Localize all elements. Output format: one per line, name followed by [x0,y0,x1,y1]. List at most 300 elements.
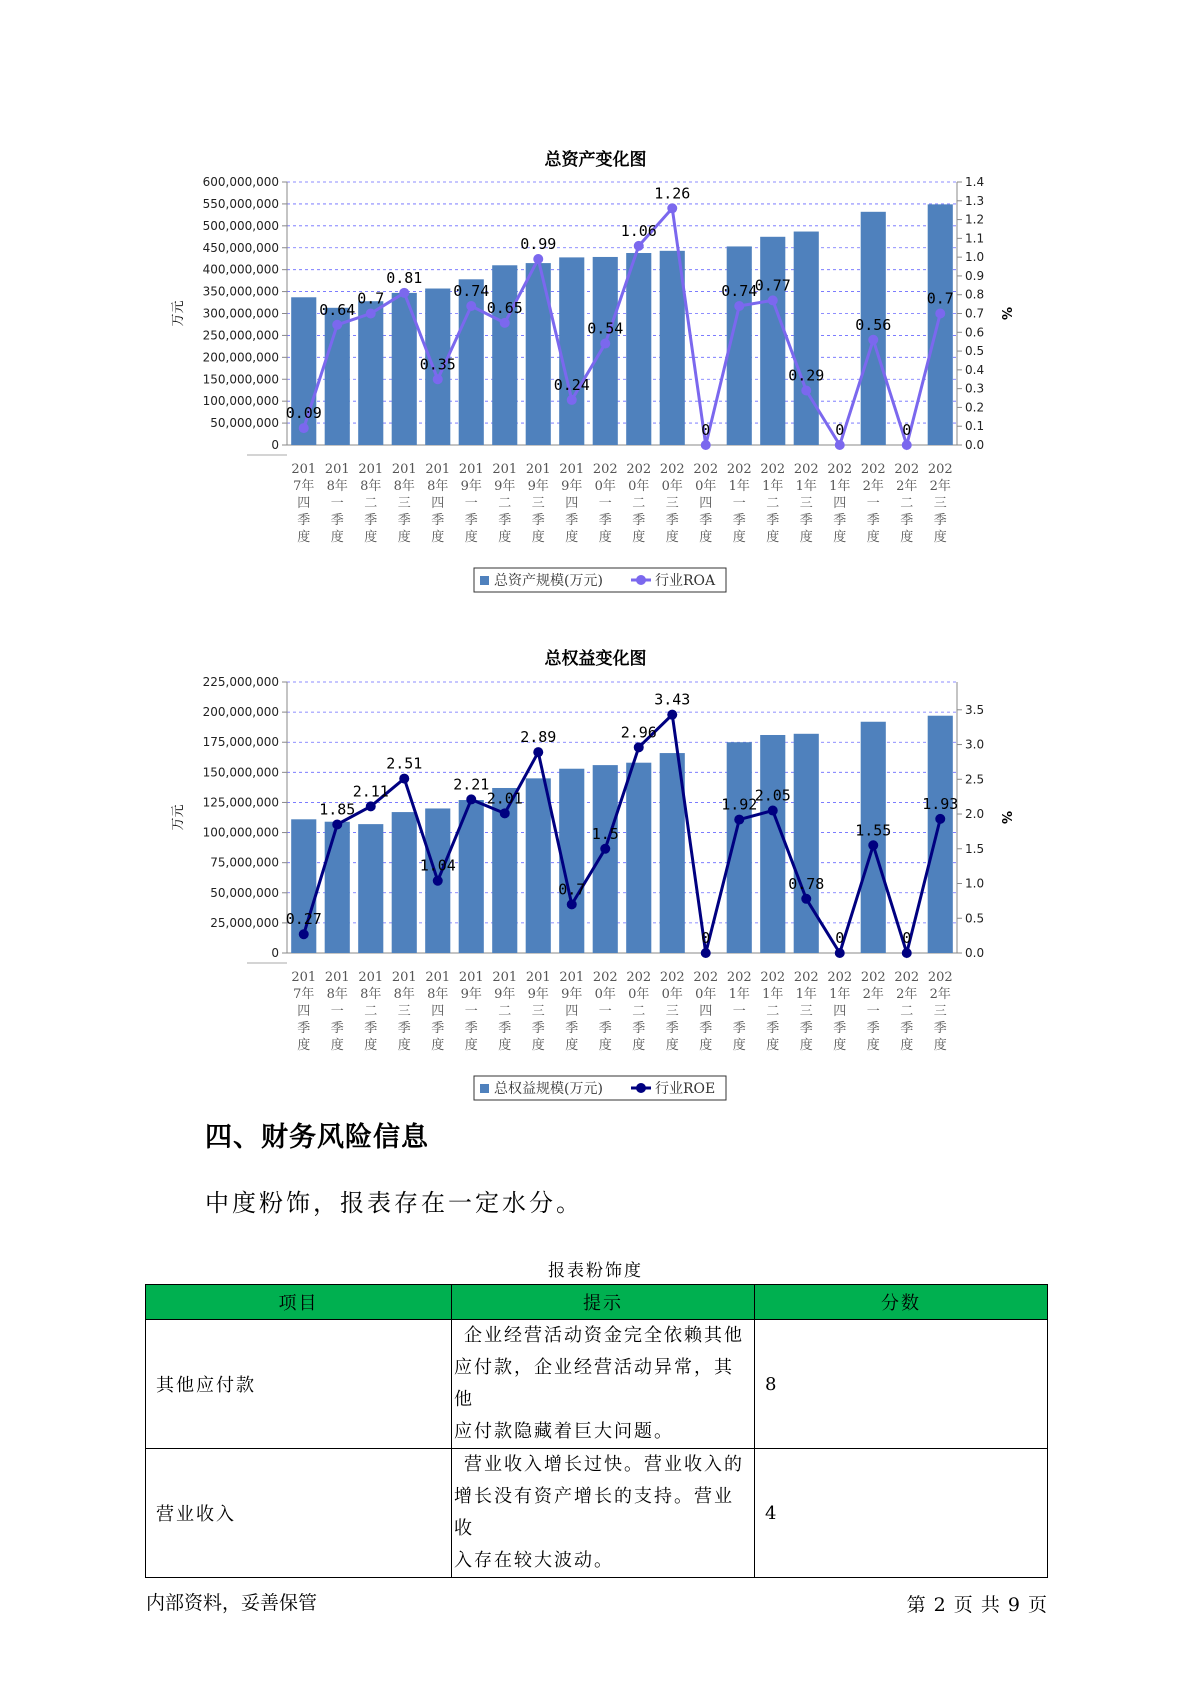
x-tick-label: 季 [565,1021,579,1036]
x-tick-label: 三 [665,496,679,511]
x-tick-label: 二 [632,496,646,511]
chart-title-equity: 总权益变化图 [544,649,647,669]
x-tick-label: 8年 [326,987,348,1002]
bar [526,778,551,953]
legend [474,568,726,592]
x-tick-label: 度 [498,530,512,545]
x-tick-label: 0年 [628,479,650,494]
line-point [634,241,644,251]
x-tick-label: 0年 [695,479,717,494]
legend-bar-label: 总权益规模(万元) [494,1081,603,1097]
x-tick-label: 季 [933,513,947,528]
hint-line: 应付款，企业经营活动异常，其他 [454,1357,734,1410]
x-tick-label: 三 [665,1004,679,1019]
y-tick-label: 0 [271,946,279,960]
y-tick-label: 250,000,000 [202,328,279,343]
x-tick-label: 8年 [360,479,382,494]
x-tick-label: 8年 [360,987,382,1002]
section-heading: 四、财务风险信息 [205,1122,429,1153]
x-tick-label: 202 [693,462,719,477]
y2-tick-label: 0.3 [965,381,985,396]
x-tick-label: 季 [866,1021,880,1036]
y2-tick-label: 0.6 [965,325,985,340]
line-point [734,301,744,311]
x-tick-label: 201 [358,970,384,985]
y-tick-label: 50,000,000 [210,416,279,431]
bar [626,763,651,953]
x-tick-label: 1年 [829,987,851,1002]
line-point [332,320,342,330]
y2-axis-label: % [998,306,1013,321]
x-tick-label: 季 [665,513,679,528]
data-label: 1.93 [922,794,959,813]
x-tick-label: 季 [330,1021,344,1036]
y2-tick-label: 0.5 [965,344,985,359]
y-tick-label: 0 [271,438,279,452]
data-label: 0.77 [754,276,791,295]
line-point [801,386,811,396]
x-tick-label: 201 [291,462,317,477]
x-tick-label: 四 [565,496,579,511]
risk-table [145,1284,1048,1578]
x-tick-label: 度 [297,1038,311,1053]
data-label: 0.99 [520,235,557,254]
y2-tick-label: 0.0 [965,946,985,960]
x-tick-label: 202 [860,970,886,985]
x-tick-label: 季 [531,513,545,528]
x-tick-label: 度 [431,1038,445,1053]
x-tick-label: 二 [766,496,780,511]
section-text: 中度粉饰，报表存在一定水分。 [205,1189,583,1217]
cell-hint [452,1320,755,1449]
data-label: 3.43 [654,690,691,709]
data-label: 1.04 [419,856,456,875]
x-tick-label: 季 [531,1021,545,1036]
x-tick-label: 201 [425,970,451,985]
x-tick-label: 季 [665,1021,679,1036]
header-score: 分数 [755,1285,1048,1320]
x-tick-label: 四 [297,496,311,511]
bar [760,735,785,953]
x-tick-label: 季 [565,513,579,528]
x-tick-label: 季 [364,513,378,528]
x-tick-label: 一 [330,1004,344,1019]
table-row [146,1449,1048,1578]
x-tick-label: 一 [598,496,612,511]
x-tick-label: 度 [364,1038,378,1053]
x-tick-label: 9年 [494,987,516,1002]
x-tick-label: 2年 [896,479,918,494]
x-tick-label: 季 [632,513,646,528]
x-tick-label: 度 [833,530,847,545]
line-point [935,309,945,319]
x-tick-label: 8年 [393,987,415,1002]
y-tick-label: 450,000,000 [202,240,279,255]
x-tick-label: 度 [565,530,579,545]
x-tick-label: 201 [492,970,518,985]
bar [794,232,819,445]
data-label: 1.92 [721,795,758,814]
x-tick-label: 度 [766,530,780,545]
data-label: 2.05 [754,786,791,805]
bar [559,257,584,445]
line-point [433,876,443,886]
line-point [466,794,476,804]
x-tick-label: 9年 [561,479,583,494]
x-tick-label: 度 [297,530,311,545]
y-tick-label: 150,000,000 [202,765,279,780]
x-tick-label: 一 [732,496,746,511]
y-tick-label: 600,000,000 [202,175,279,189]
x-tick-label: 季 [766,1021,780,1036]
bar [325,822,350,953]
x-tick-label: 四 [565,1004,579,1019]
line-point [466,301,476,311]
data-label: 2.51 [386,754,423,773]
x-tick-label: 季 [632,1021,646,1036]
x-tick-label: 202 [793,970,819,985]
y2-tick-label: 1.0 [965,876,985,891]
x-tick-label: 季 [431,513,445,528]
line-point [768,295,778,305]
x-tick-label: 季 [699,1021,713,1036]
data-label: 0.7 [558,880,586,899]
x-tick-label: 202 [894,970,920,985]
x-tick-label: 度 [699,530,713,545]
x-tick-label: 202 [927,970,953,985]
x-tick-label: 2年 [929,987,951,1002]
y2-tick-label: 1.5 [965,841,985,856]
x-tick-label: 202 [726,970,752,985]
line-point [399,774,409,784]
x-tick-label: 202 [793,462,819,477]
x-tick-label: 三 [531,1004,545,1019]
data-label: 0 [701,929,711,947]
x-tick-label: 度 [799,1038,813,1053]
x-tick-label: 季 [866,513,880,528]
y-axis-label: 万元 [171,300,186,327]
x-tick-label: 0年 [628,987,650,1002]
x-tick-label: 9年 [494,479,516,494]
x-tick-label: 季 [397,1021,411,1036]
x-tick-label: 一 [732,1004,746,1019]
x-tick-label: 二 [364,1004,378,1019]
x-tick-label: 2年 [862,987,884,1002]
bar [593,257,618,445]
x-tick-label: 季 [330,513,344,528]
x-tick-label: 0年 [594,987,616,1002]
y2-tick-label: 0.4 [965,362,985,377]
data-label: 1.06 [620,221,657,240]
x-tick-label: 202 [659,970,685,985]
x-tick-label: 201 [525,462,551,477]
x-tick-label: 度 [431,530,445,545]
x-tick-label: 季 [833,1021,847,1036]
line-point [734,815,744,825]
line-point [399,288,409,298]
y2-tick-label: 3.0 [965,737,985,752]
y-tick-label: 300,000,000 [202,306,279,321]
x-tick-label: 201 [291,970,317,985]
y2-axis-label: % [998,810,1013,825]
data-label: 0.27 [285,910,322,929]
header-item: 项目 [146,1285,452,1320]
x-tick-label: 度 [397,530,411,545]
y-tick-label: 50,000,000 [210,885,279,900]
y2-tick-label: 1.3 [965,193,985,208]
y-tick-label: 500,000,000 [202,218,279,233]
y2-tick-label: 0.1 [965,419,985,434]
y2-tick-label: 1.2 [965,212,985,227]
x-tick-label: 度 [766,1038,780,1053]
legend [474,1076,726,1100]
y2-tick-label: 0.0 [965,438,985,452]
x-tick-label: 四 [699,496,713,511]
x-tick-label: 季 [766,513,780,528]
x-tick-label: 三 [531,496,545,511]
x-tick-label: 202 [659,462,685,477]
x-tick-label: 202 [592,970,618,985]
bar [727,742,752,953]
x-tick-label: 季 [498,513,512,528]
data-label: 0.24 [553,375,590,394]
x-tick-label: 8年 [326,479,348,494]
x-tick-label: 7年 [293,479,315,494]
plot-area [171,675,1013,1053]
y-tick-label: 100,000,000 [202,394,279,409]
y2-tick-label: 1.1 [965,231,985,246]
x-tick-label: 度 [598,530,612,545]
data-label: 0.7 [926,289,954,308]
x-tick-label: 度 [866,1038,880,1053]
x-tick-label: 一 [866,1004,880,1019]
x-tick-label: 202 [927,462,953,477]
x-tick-label: 201 [324,462,350,477]
x-tick-label: 度 [330,530,344,545]
x-tick-label: 度 [665,530,679,545]
x-tick-label: 度 [531,1038,545,1053]
x-tick-label: 1年 [829,479,851,494]
x-tick-label: 度 [397,1038,411,1053]
x-tick-label: 季 [431,1021,445,1036]
legend-bar-swatch [480,1084,489,1093]
hint-line: 增长没有资产增长的支持。营业收 [454,1486,734,1539]
data-label: 0.65 [486,298,523,317]
x-tick-label: 度 [732,530,746,545]
data-label: 2.01 [486,789,523,808]
x-tick-label: 202 [827,970,853,985]
y2-tick-label: 0.8 [965,287,985,302]
line-point [433,374,443,384]
line-point [667,203,677,213]
x-tick-label: 9年 [527,479,549,494]
line-point [701,948,711,958]
x-tick-label: 四 [431,496,445,511]
x-tick-label: 二 [498,496,512,511]
x-tick-label: 202 [894,462,920,477]
data-label: 0.29 [788,366,825,385]
line-point [701,440,711,450]
y-tick-label: 150,000,000 [202,372,279,387]
x-tick-label: 二 [900,1004,914,1019]
data-label: 0.09 [285,404,322,423]
x-tick-label: 202 [827,462,853,477]
x-tick-label: 1年 [795,987,817,1002]
y2-tick-label: 2.0 [965,807,985,822]
data-label: 0.81 [386,268,423,287]
hint-line: 营业收入增长过快。营业收入的 [464,1454,744,1475]
x-tick-label: 度 [632,530,646,545]
x-tick-label: 度 [732,1038,746,1053]
x-tick-label: 度 [498,1038,512,1053]
bar [593,765,618,953]
line-point [299,423,309,433]
data-label: 0 [902,421,912,439]
y2-tick-label: 1.0 [965,250,985,265]
x-tick-label: 季 [900,513,914,528]
bar [928,204,953,445]
x-tick-label: 三 [799,1004,813,1019]
x-tick-label: 8年 [427,479,449,494]
x-tick-label: 度 [598,1038,612,1053]
data-label: 2.96 [620,723,657,742]
legend-line-label: 行业ROA [655,573,716,589]
x-tick-label: 2年 [862,479,884,494]
y-tick-label: 200,000,000 [202,705,279,720]
x-tick-label: 季 [397,513,411,528]
x-tick-label: 201 [458,462,484,477]
legend-bar-swatch [480,576,489,585]
line-point [500,318,510,328]
x-tick-label: 201 [391,462,417,477]
x-tick-label: 202 [760,462,786,477]
x-tick-label: 1年 [762,987,784,1002]
line-point [366,309,376,319]
y-tick-label: 25,000,000 [210,915,279,930]
data-label: 0.74 [453,281,490,300]
total-assets-chart [0,172,1191,632]
x-tick-label: 2年 [896,987,918,1002]
x-tick-label: 202 [760,970,786,985]
bar [794,734,819,953]
x-tick-label: 季 [498,1021,512,1036]
data-label: 0.74 [721,281,758,300]
x-tick-label: 201 [559,462,585,477]
bar [358,301,383,445]
x-tick-label: 2年 [929,479,951,494]
data-label: 1.55 [855,821,892,840]
x-tick-label: 度 [833,1038,847,1053]
x-tick-label: 一 [598,1004,612,1019]
data-label: 2.11 [352,782,389,801]
line-point [500,808,510,818]
line-point [935,814,945,824]
y2-tick-label: 0.5 [965,911,985,926]
hint-line: 应付款隐藏着巨大问题。 [454,1421,674,1442]
x-tick-label: 度 [531,530,545,545]
x-tick-label: 度 [699,1038,713,1053]
x-tick-label: 一 [330,496,344,511]
x-tick-label: 202 [592,462,618,477]
x-tick-label: 季 [799,1021,813,1036]
x-tick-label: 0年 [695,987,717,1002]
x-tick-label: 季 [297,513,311,528]
x-tick-label: 四 [833,1004,847,1019]
line-point [366,801,376,811]
x-tick-label: 四 [699,1004,713,1019]
bar [358,824,383,953]
x-tick-label: 三 [933,496,947,511]
line-point [299,929,309,939]
y-tick-label: 350,000,000 [202,284,279,299]
x-tick-label: 9年 [561,987,583,1002]
line-point [902,948,912,958]
x-tick-label: 201 [324,970,350,985]
x-tick-label: 9年 [527,987,549,1002]
x-tick-label: 8年 [427,987,449,1002]
x-tick-label: 度 [866,530,880,545]
x-tick-label: 201 [358,462,384,477]
footer-page-number: 第 2 页 共 9 页 [906,1594,1048,1616]
x-tick-label: 0年 [594,479,616,494]
total-equity-chart [0,672,1191,1132]
data-label: 0.35 [419,355,456,374]
x-tick-label: 度 [330,1038,344,1053]
x-tick-label: 0年 [661,987,683,1002]
x-tick-label: 202 [626,462,652,477]
plot-area [171,175,1013,545]
x-tick-label: 二 [766,1004,780,1019]
x-tick-label: 季 [833,513,847,528]
bar [392,812,417,953]
y-tick-label: 200,000,000 [202,350,279,365]
y-tick-label: 100,000,000 [202,825,279,840]
x-tick-label: 三 [933,1004,947,1019]
data-label: 1.26 [654,184,691,203]
x-tick-label: 202 [860,462,886,477]
x-tick-label: 季 [464,1021,478,1036]
line-point [667,710,677,720]
legend-line-marker [636,575,646,585]
x-tick-label: 9年 [460,987,482,1002]
x-tick-label: 度 [565,1038,579,1053]
bar [928,716,953,953]
x-tick-label: 度 [799,530,813,545]
data-label: 0.54 [587,319,624,338]
x-tick-label: 二 [900,496,914,511]
y-tick-label: 125,000,000 [202,795,279,810]
cell-hint [452,1449,755,1578]
legend-line-marker [636,1083,646,1093]
x-tick-label: 201 [559,970,585,985]
data-label: 0.7 [357,289,385,308]
line-point [768,806,778,816]
line-point [634,742,644,752]
line-point [835,948,845,958]
header-hint: 提示 [452,1285,755,1320]
y2-tick-label: 0.2 [965,400,985,415]
x-tick-label: 季 [900,1021,914,1036]
x-tick-label: 季 [598,513,612,528]
data-label: 1.85 [319,800,356,819]
x-tick-label: 度 [933,530,947,545]
data-label: 2.89 [520,728,557,747]
x-tick-label: 度 [464,1038,478,1053]
y-axis-label: 万元 [171,804,186,831]
table-row [146,1320,1048,1449]
x-tick-label: 季 [799,513,813,528]
bar [760,237,785,445]
